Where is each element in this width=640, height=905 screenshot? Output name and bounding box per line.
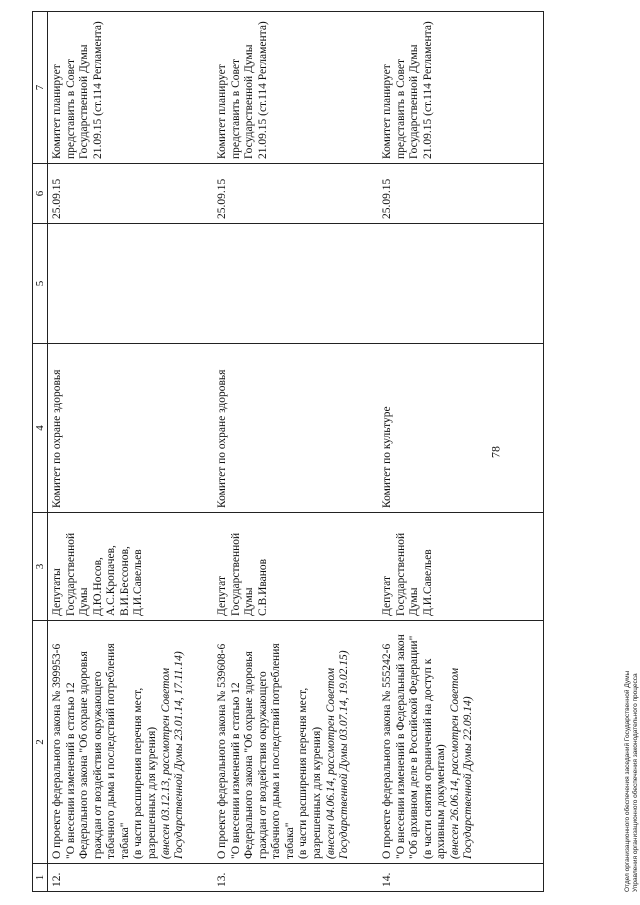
desc-line: Федерального закона "Об охране здоровья xyxy=(243,651,256,859)
initiator-line: В.И.Бессонов, xyxy=(118,546,131,616)
desc-line: разрешенных для курения) xyxy=(310,726,323,859)
initiators xyxy=(378,513,544,621)
column-header: 5 xyxy=(33,224,48,344)
column-5-cell xyxy=(213,224,378,344)
note: Комитет планирует представить в Совет Государственной Думы 21.09.15 (ст.114 Регламента) xyxy=(378,12,544,164)
table-row xyxy=(48,12,214,892)
desc-line: Федерального закона "Об охране здоровья xyxy=(78,651,91,859)
footer-line: Управления организационного обеспечения законодательного процесса xyxy=(632,673,640,892)
column-header: 3 xyxy=(33,513,48,621)
table-row xyxy=(378,12,544,892)
header-row xyxy=(33,12,48,892)
desc-line: табачного дыма и последствий потребления xyxy=(105,643,118,859)
initiator-line: С.В.Иванов xyxy=(256,558,269,616)
initiator-line: Думы xyxy=(243,587,256,616)
desc-line: "Об архивном деле в Российской Федерации" xyxy=(408,635,421,859)
desc-line: (в части снятия ограничений на доступ к xyxy=(421,658,434,859)
desc-line-italic: Государственной Думы 03.07.14, 19.02.15) xyxy=(338,650,351,859)
committee: Комитет по охране здоровья xyxy=(48,344,214,513)
initiator-line: Государственной xyxy=(229,532,242,616)
committee: Комитет по культуре xyxy=(378,344,544,513)
column-5-cell xyxy=(48,224,214,344)
desc-line-italic: (внесен 26.06.14, рассмотрен Советом xyxy=(448,667,461,859)
initiators xyxy=(213,513,378,621)
desc-line: О проекте федерального закона № 555242-6 xyxy=(381,643,393,859)
initiator-line: Государственной xyxy=(64,532,77,616)
note: Комитет планирует представить в Совет Государственной Думы 21.09.15 (ст.114 Регламента) xyxy=(213,12,378,164)
initiator-line: Думы xyxy=(408,587,421,616)
column-header: 2 xyxy=(33,621,48,864)
footer-line: Отдел организационного обеспечения заседаний Государственной Думы xyxy=(624,670,631,892)
table-row xyxy=(213,12,378,892)
desc-line: О проекте федерального закона № 399953-6 xyxy=(51,643,63,859)
desc-line: "О внесении изменений в Федеральный закон xyxy=(394,634,407,859)
initiator-line: Д.И.Савельев xyxy=(421,549,434,616)
desc-line-italic: Государственной Думы 23.01.14, 17.11.14) xyxy=(173,651,186,859)
row-number: 14. xyxy=(378,864,544,892)
initiator-line: А.С.Кропачев, xyxy=(105,545,118,616)
bill-description xyxy=(48,621,214,864)
row-number: 12. xyxy=(48,864,214,892)
desc-line-italic: Государственной Думы 22.09.14) xyxy=(462,696,475,859)
column-header: 1 xyxy=(33,864,48,892)
bills-table xyxy=(32,11,544,892)
initiator-line: Депутаты xyxy=(51,568,63,616)
page-number: 78 xyxy=(488,446,503,458)
initiator-line: Думы xyxy=(78,587,91,616)
desc-line: О проекте федерального закона № 539608-6 xyxy=(216,643,228,859)
initiators xyxy=(48,513,214,621)
desc-line: (в части расширения перечня мест, xyxy=(297,687,310,859)
note: Комитет планирует представить в Совет Государственной Думы 21.09.15 (ст.114 Регламента) xyxy=(48,12,214,164)
date: 25.09.15 xyxy=(213,164,378,224)
date: 25.09.15 xyxy=(48,164,214,224)
initiator-line: Д.Ю.Носов, xyxy=(91,557,104,616)
desc-line: табака" xyxy=(118,822,131,859)
desc-line: архивным документам) xyxy=(435,744,448,859)
row-number: 13. xyxy=(213,864,378,892)
desc-line: "О внесении изменений в статью 12 xyxy=(229,682,242,859)
desc-line: граждан от воздействия окружающего xyxy=(91,671,104,859)
column-header: 4 xyxy=(33,344,48,513)
initiator-line: Д.И.Савельев xyxy=(132,549,145,616)
column-5-cell xyxy=(378,224,544,344)
date: 25.09.15 xyxy=(378,164,544,224)
rotated-table-wrapper xyxy=(32,12,476,892)
desc-line: табака" xyxy=(283,822,296,859)
desc-line: табачного дыма и последствий потребления xyxy=(270,643,283,859)
committee: Комитет по охране здоровья xyxy=(213,344,378,513)
bill-description xyxy=(213,621,378,864)
desc-line: граждан от воздействия окружающего xyxy=(256,671,269,859)
desc-line-italic: (внесен 03.12.13, рассмотрен Советом xyxy=(159,667,172,859)
initiator-line: Государственной xyxy=(394,532,407,616)
desc-line-italic: (внесен 04.06.14, рассмотрен Советом xyxy=(324,667,337,859)
initiator-line: Депутат xyxy=(216,576,228,616)
bill-description xyxy=(378,621,544,864)
column-header: 6 xyxy=(33,164,48,224)
footer xyxy=(624,612,640,892)
desc-line: (в части расширения перечня мест, xyxy=(132,687,145,859)
column-header: 7 xyxy=(33,12,48,164)
desc-line: "О внесении изменений в статью 12 xyxy=(64,682,77,859)
desc-line: разрешенных для курения) xyxy=(145,726,158,859)
initiator-line: Депутат xyxy=(381,576,393,616)
